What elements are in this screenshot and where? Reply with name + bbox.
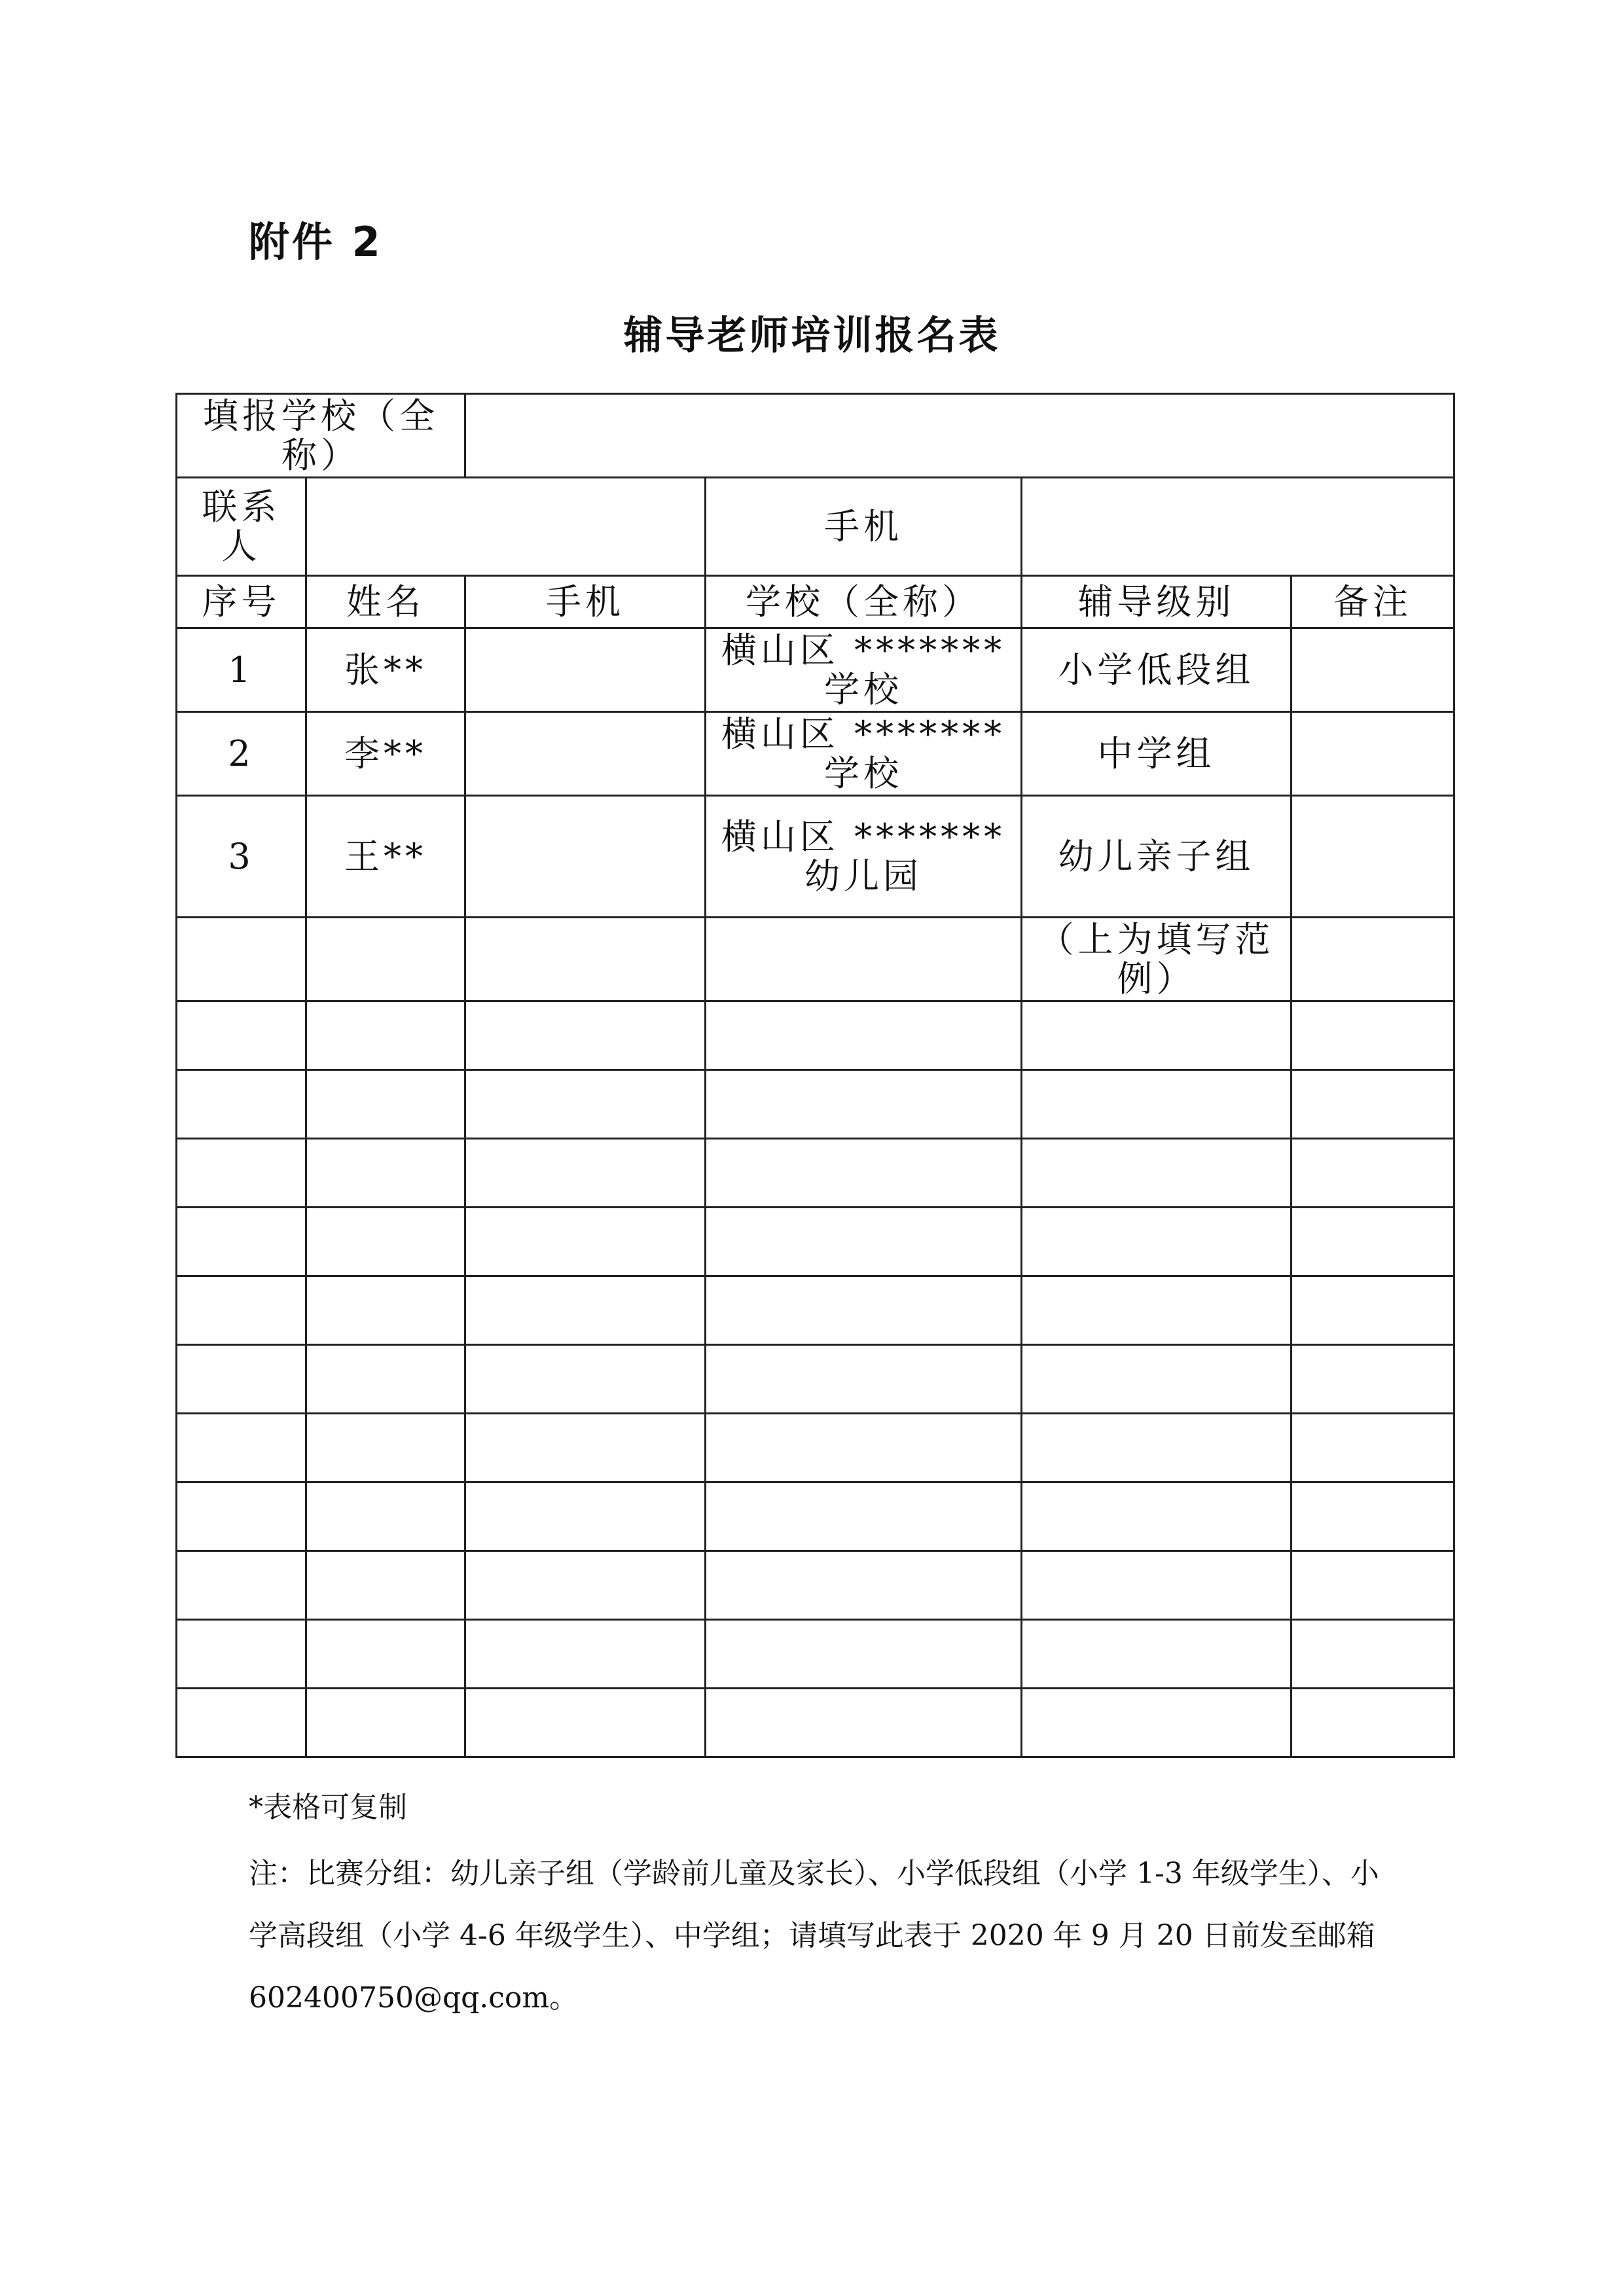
empty-cell[interactable] [306, 1345, 465, 1414]
empty-cell[interactable] [706, 1276, 1022, 1345]
empty-cell[interactable] [1291, 1414, 1454, 1482]
empty-cell[interactable] [177, 1414, 306, 1482]
empty-row [177, 1208, 1454, 1276]
row-name: 张** [306, 628, 465, 712]
empty-cell[interactable] [1291, 1276, 1454, 1345]
attachment-label: 附件 2 [249, 218, 383, 266]
school-row [177, 394, 1454, 478]
example-note-row [177, 918, 1454, 1001]
empty-cell[interactable] [465, 918, 706, 1001]
empty-cell[interactable] [1022, 1689, 1291, 1757]
empty-cell[interactable] [306, 1139, 465, 1208]
empty-cell[interactable] [177, 1208, 306, 1276]
empty-cell[interactable] [1291, 1482, 1454, 1551]
empty-cell[interactable] [306, 1070, 465, 1139]
empty-cell[interactable] [465, 1414, 706, 1482]
empty-cell[interactable] [177, 1345, 306, 1414]
row-phone[interactable] [465, 796, 706, 918]
empty-row [177, 1689, 1454, 1757]
empty-cell[interactable] [306, 1482, 465, 1551]
empty-cell[interactable] [706, 1482, 1022, 1551]
empty-cell[interactable] [1022, 1208, 1291, 1276]
row-name: 王** [306, 796, 465, 918]
empty-cell[interactable] [706, 1070, 1022, 1139]
empty-cell[interactable] [306, 1689, 465, 1757]
school-input-cell[interactable] [465, 394, 1454, 478]
empty-cell[interactable] [706, 1620, 1022, 1689]
empty-cell[interactable] [177, 1276, 306, 1345]
form-title: 辅导老师培训报名表 [623, 313, 1001, 359]
empty-cell[interactable] [1022, 1070, 1291, 1139]
empty-cell[interactable] [706, 1689, 1022, 1757]
empty-cell[interactable] [177, 1139, 306, 1208]
table-row [177, 628, 1454, 712]
instructions-note: 注：比赛分组：幼儿亲子组（学龄前儿童及家长）、小学低段组（小学 1-3 年级学生）、小学高段组（小学 4-6 年级学生）、中学组；请填写此表于 2020 年 9 月 20 日前发至邮箱 602400750@qq.com。 [249, 1857, 1379, 2015]
column-header: 备注 [1291, 576, 1454, 628]
empty-cell[interactable] [465, 1208, 706, 1276]
empty-cell[interactable] [177, 1551, 306, 1620]
row-name: 李** [306, 712, 465, 796]
empty-cell[interactable] [306, 1276, 465, 1345]
contact-label: 联系人 [177, 478, 306, 576]
row-level: 中学组 [1022, 712, 1291, 796]
row-note[interactable] [1291, 796, 1454, 918]
empty-cell[interactable] [177, 1620, 306, 1689]
empty-cell[interactable] [177, 1070, 306, 1139]
table-row [177, 796, 1454, 918]
empty-cell[interactable] [465, 1689, 706, 1757]
empty-row [177, 1139, 1454, 1208]
empty-cell[interactable] [177, 1689, 306, 1757]
empty-cell[interactable] [465, 1345, 706, 1414]
empty-cell[interactable] [1022, 1551, 1291, 1620]
empty-row [177, 1482, 1454, 1551]
empty-cell[interactable] [706, 1345, 1022, 1414]
table-header-row [177, 576, 1454, 628]
empty-cell[interactable] [1291, 1001, 1454, 1070]
empty-row [177, 1620, 1454, 1689]
empty-cell[interactable] [465, 1276, 706, 1345]
school-label: 填报学校（全称） [177, 394, 465, 478]
row-note[interactable] [1291, 628, 1454, 712]
empty-cell[interactable] [1291, 1070, 1454, 1139]
column-header: 手机 [465, 576, 706, 628]
empty-cell[interactable] [306, 1001, 465, 1070]
empty-cell[interactable] [465, 1482, 706, 1551]
empty-cell[interactable] [706, 1551, 1022, 1620]
row-school: 横山区 *******学校 [706, 712, 1022, 796]
empty-cell[interactable] [465, 1070, 706, 1139]
empty-row [177, 1551, 1454, 1620]
empty-cell[interactable] [465, 1551, 706, 1620]
empty-row [177, 1001, 1454, 1070]
empty-cell[interactable] [1291, 1208, 1454, 1276]
empty-cell[interactable] [1022, 1482, 1291, 1551]
empty-cell[interactable] [1291, 1551, 1454, 1620]
empty-cell[interactable] [306, 1551, 465, 1620]
empty-cell[interactable] [1022, 1139, 1291, 1208]
empty-cell[interactable] [1291, 1689, 1454, 1757]
empty-row [177, 1070, 1454, 1139]
example-note: （上为填写范例） [1022, 918, 1291, 1001]
row-phone[interactable] [465, 712, 706, 796]
empty-cell[interactable] [465, 1620, 706, 1689]
empty-cell[interactable] [706, 1208, 1022, 1276]
empty-cell[interactable] [1291, 918, 1454, 1001]
empty-cell[interactable] [706, 1139, 1022, 1208]
row-school: 横山区 *******幼儿园 [706, 796, 1022, 918]
empty-cell[interactable] [306, 918, 465, 1001]
row-note[interactable] [1291, 712, 1454, 796]
empty-cell[interactable] [465, 1001, 706, 1070]
empty-cell[interactable] [465, 1139, 706, 1208]
empty-cell[interactable] [1022, 1345, 1291, 1414]
row-level: 幼儿亲子组 [1022, 796, 1291, 918]
contact-input-cell[interactable] [306, 478, 706, 576]
row-level: 小学低段组 [1022, 628, 1291, 712]
empty-cell[interactable] [177, 1482, 306, 1551]
empty-row [177, 1414, 1454, 1482]
registration-table [175, 393, 1455, 1758]
empty-cell[interactable] [306, 1620, 465, 1689]
empty-cell[interactable] [1022, 1620, 1291, 1689]
contact-row [177, 478, 1454, 576]
empty-cell[interactable] [1291, 1345, 1454, 1414]
empty-cell[interactable] [706, 918, 1022, 1001]
empty-cell[interactable] [306, 1414, 465, 1482]
row-number: 2 [177, 712, 306, 796]
row-school: 横山区 *******学校 [706, 628, 1022, 712]
empty-cell[interactable] [1291, 1139, 1454, 1208]
row-phone[interactable] [465, 628, 706, 712]
row-number: 1 [177, 628, 306, 712]
empty-cell[interactable] [706, 1001, 1022, 1070]
empty-cell[interactable] [706, 1414, 1022, 1482]
empty-row [177, 1345, 1454, 1414]
column-header: 学校（全称） [706, 576, 1022, 628]
column-header: 姓名 [306, 576, 465, 628]
empty-cell[interactable] [177, 1001, 306, 1070]
phone-input-cell[interactable] [1022, 478, 1454, 576]
phone-label: 手机 [706, 478, 1022, 576]
empty-row [177, 1276, 1454, 1345]
empty-cell[interactable] [1022, 1276, 1291, 1345]
empty-cell[interactable] [1291, 1620, 1454, 1689]
column-header: 辅导级别 [1022, 576, 1291, 628]
copy-note: *表格可复制 [249, 1791, 407, 1824]
row-number: 3 [177, 796, 306, 918]
table-row [177, 712, 1454, 796]
empty-cell[interactable] [1022, 1001, 1291, 1070]
empty-cell[interactable] [306, 1208, 465, 1276]
empty-cell[interactable] [177, 918, 306, 1001]
empty-cell[interactable] [1022, 1414, 1291, 1482]
column-header: 序号 [177, 576, 306, 628]
